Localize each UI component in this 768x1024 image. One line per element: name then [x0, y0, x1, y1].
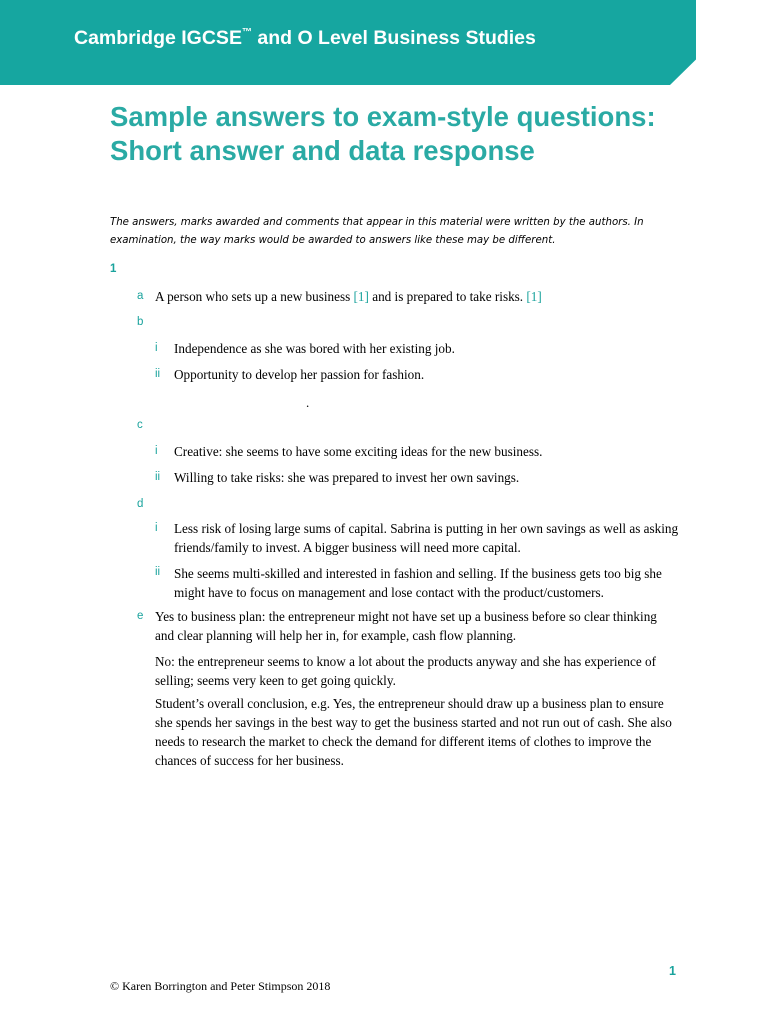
part-e-para-3: Student’s overall conclusion, e.g. Yes, the entrepreneur should draw up a business plan to ensure she spends her savings in the best way to get the business started and not run out of cash. She also needs to research the market to check the demand for different items of clothes to improve the chances of success for her business.: [155, 696, 672, 768]
part-d-i-label: i: [155, 522, 158, 534]
part-d-label: d: [137, 498, 144, 510]
part-b-i-text: Independence as she was bored with her existing job.: [174, 341, 455, 356]
part-e-label: e: [137, 610, 144, 622]
part-c-i-label: i: [155, 445, 158, 457]
course-title-main: Cambridge IGCSE: [74, 27, 242, 49]
trademark-symbol: ™: [241, 27, 252, 38]
course-title-rest: and O Level Business Studies: [251, 27, 536, 49]
page-number: 1: [669, 964, 676, 978]
part-b-ii-text: Opportunity to develop her passion for fashion.: [174, 367, 425, 382]
part-a-label: a: [137, 290, 144, 302]
course-title: [74, 27, 536, 50]
mark-2: [1]: [526, 289, 542, 304]
mark-1: [1]: [353, 289, 369, 304]
stray-dot: .: [306, 395, 310, 410]
part-b-ii-label: ii: [155, 368, 161, 380]
part-c-i-text: Creative: she seems to have some exciting ideas for the new business.: [174, 444, 543, 459]
part-a-text-2: and is prepared to take risks.: [368, 289, 527, 304]
question-number: 1: [110, 263, 117, 275]
part-c-ii-label: ii: [155, 471, 161, 483]
part-e-para-1: Yes to business plan: the entrepreneur might not have set up a business before so clear thinking and clear planning will help her in, for example, cash flow planning.: [155, 609, 657, 643]
part-c-label: c: [137, 419, 143, 431]
copyright-footer: © Karen Borrington and Peter Stimpson 2018: [110, 979, 331, 993]
part-d-ii-label: ii: [155, 566, 161, 578]
part-d-ii-text: She seems multi-skilled and interested in fashion and selling. If the business gets too big she might have to focus on management and lose contact with the product/customers.: [174, 566, 662, 600]
page-title: Sample answers to exam-style questions: Short answer and data response: [110, 101, 656, 166]
part-a-answer: [155, 287, 695, 306]
part-a-text-1: A person who sets up a new business: [155, 289, 354, 304]
part-d-i-text: Less risk of losing large sums of capital. Sabrina is putting in her own savings as well as asking friends/family to invest. A bigger business will need more capital.: [174, 521, 679, 555]
part-e-para-2: No: the entrepreneur seems to know a lot about the products anyway and she has experience of selling; seems very keen to get going quickly.: [155, 654, 656, 688]
part-b-i-label: i: [155, 342, 158, 354]
part-b-label: b: [137, 316, 144, 328]
disclaimer: The answers, marks awarded and comments that appear in this material were written by the authors. In examination, the way marks would be awarded to answers like these may be different.: [110, 217, 644, 246]
part-c-ii-text: Willing to take risks: she was prepared to invest her own savings.: [174, 470, 520, 485]
